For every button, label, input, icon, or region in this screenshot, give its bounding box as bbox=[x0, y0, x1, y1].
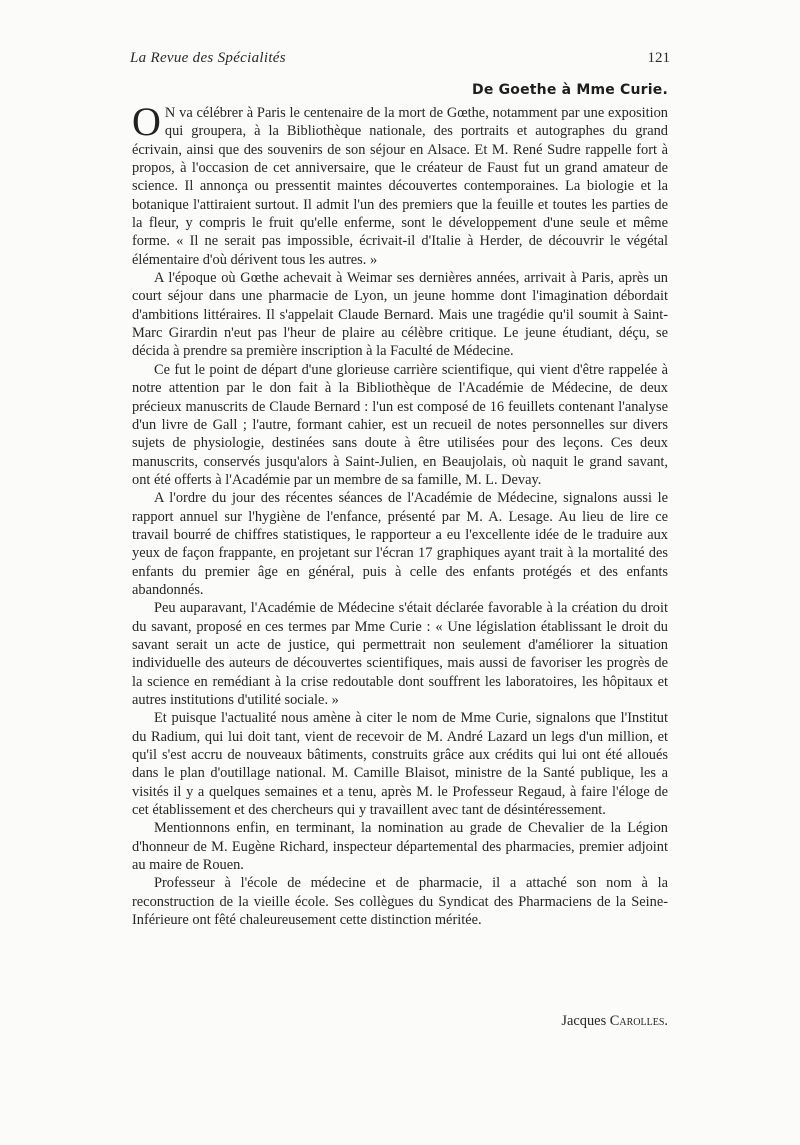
article-title: De Goethe à Mme Curie. bbox=[472, 82, 668, 98]
author-signature bbox=[561, 1013, 668, 1030]
paragraph-2: A l'époque où Gœthe achevait à Weimar ses dernières années, arrivait à Paris, après un court séjour dans une pharmacie de Lyon, un jeune homme dont l'imagination débordait d'ambitions littéraires. Il s'appelait Claude Bernard. Mais une tragédie qu'il soumit à Saint-Marc Girardin n'eut pas l'heur de plaire au célèbre critique. Le jeune étudiant, déçu, se décida à prendre sa première inscription à la Faculté de Médecine. bbox=[132, 270, 668, 360]
paragraph-1-text: N va célébrer à Paris le centenaire de la mort de Gœthe, notamment par une exposition qui groupera, à la Bibliothèque nationale, des portraits et autographes du grand écrivain, ainsi que des souvenirs de son séjour en Alsace. Et M. René Sudre rappelle fort à propos, à l'occasion de cet anniversaire, que le créateur de Faust fut un grand amateur de science. Il annonça ou pressentit maintes découvertes contemporaines. La biologie et la botanique l'attiraient surtout. Il admit l'un des premiers que la feuille et toutes les parties de la fleur, y compris le fruit qu'elle enferme, sont le développement d'une seule et même forme. « Il ne serait pas impossible, écrivait-il d'Italie à Herder, de découvrir le végétal élémentaire d'où dérivent tous les autres. » bbox=[132, 105, 668, 268]
paragraph-4: A l'ordre du jour des récentes séances de l'Académie de Médecine, signalons aussi le rapport annuel sur l'hygiène de l'enfance, présenté par M. A. Lesage. Au lieu de lire ce travail bourré de chiffres statistiques, le rapporteur a eu l'excellente idée de le traduire aux yeux de façon frappante, en projetant sur l'écran 17 graphiques ayant trait à la mortalité des enfants du premier âge en général, puis à celle des enfants protégés et des enfants abandonnés. bbox=[132, 490, 668, 598]
running-head bbox=[130, 50, 670, 67]
paragraph-5: Peu auparavant, l'Académie de Médecine s'était déclarée favorable à la création du droit du savant, proposé en ces termes par Mme Curie : « Une législation établissant le droit du savant serait un acte de justice, qui permettrait non seulement d'améliorer la situation individuelle des auteurs de découvertes scientifiques, mais aussi de favoriser les progrès de la science en remédiant à la crise redoutable dont souffrent les laboratoires, les hôpitaux et autres institutions d'utilité sociale. » bbox=[132, 600, 668, 708]
author-first-name: Jacques bbox=[561, 1013, 607, 1029]
paragraph-6: Et puisque l'actualité nous amène à citer le nom de Mme Curie, signalons que l'Institut du Radium, qui lui doit tant, vient de recevoir de M. André Lazard un legs d'un million, et qu'il s'est accru de nouveaux bâtiments, construits grâce aux crédits qui lui ont été alloués dans le plan d'outillage national. M. Camille Blaisot, ministre de la Santé publique, les a visités il y a quelques semaines et a tenu, après M. le Professeur Regaud, à faire l'éloge de cet établissement et des chercheurs qui y travaillent avec tant de désintéressement. bbox=[132, 710, 668, 819]
paragraph-8: Professeur à l'école de médecine et de pharmacie, il a attaché son nom à la reconstruction de la vieille école. Ses collègues du Syndicat des Pharmaciens de la Seine-Inférieure ont fêté chaleureusement cette distinction méritée. bbox=[132, 875, 668, 929]
paragraph-3: Ce fut le point de départ d'une glorieuse carrière scientifique, qui vient d'être rappelée à notre attention par le don fait à la Bibliothèque de l'Académie de Médecine, de deux précieux manuscrits de Claude Bernard : l'un est composé de 16 feuillets contenant l'analyse d'un livre de Gall ; l'autre, formant cahier, est un recueil de notes personnelles sur divers sujets de physiologie, destinées sans doute à être utilisées pour des leçons. Ces deux manuscrits, conservés jusqu'alors à Saint-Julien, en Beaujolais, où naquit le grand savant, ont été offerts à l'Académie par un membre de sa famille, M. L. Devay. bbox=[132, 361, 668, 488]
page-number: 121 bbox=[647, 50, 670, 66]
paragraph-7: Mentionnons enfin, en terminant, la nomination au grade de Chevalier de la Légion d'honneur de M. Eugène Richard, inspecteur départemental des pharmacies, premier adjoint au maire de Rouen. bbox=[132, 820, 668, 874]
article-body bbox=[132, 99, 668, 929]
journal-title: La Revue des Spécialités bbox=[130, 50, 286, 66]
drop-cap: O bbox=[132, 99, 161, 144]
paragraph-1 bbox=[132, 99, 668, 269]
author-last-name: Carolles. bbox=[609, 1013, 668, 1029]
